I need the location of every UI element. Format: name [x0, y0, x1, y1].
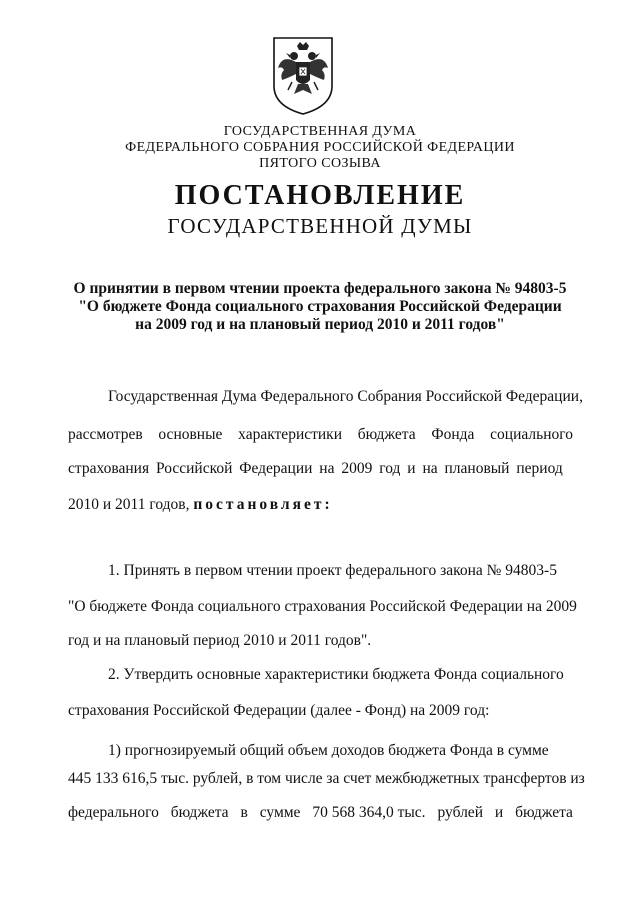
document-subtitle: ГОСУДАРСТВЕННОЙ ДУМЫ	[167, 214, 473, 238]
org-line-2: ФЕДЕРАЛЬНОГО СОБРАНИЯ РОССИЙСКОЙ ФЕДЕРАЦИИ	[125, 140, 515, 155]
subject-line-3: на 2009 год и на плановый период 2010 и 2011 годов"	[135, 316, 505, 333]
item2-1-word: и	[494, 804, 504, 821]
intro-line-1: Государственная Дума Федерального Собрания Российской Федерации,	[108, 388, 583, 405]
item2-1-line-1: 1) прогнозируемый общий объем доходов бюджета Фонда в сумме	[108, 742, 549, 759]
item2-1-line-3	[68, 804, 573, 822]
org-line-3: ПЯТОГО СОЗЫВА	[259, 156, 381, 171]
intro-word: основные	[158, 426, 223, 443]
item2-1-word: бюджета	[515, 804, 573, 821]
item1-line-2: "О бюджете Фонда социального страхования Российской Федерации на 2009	[68, 598, 577, 615]
intro-word: социального	[490, 426, 573, 443]
item2-line-1: 2. Утвердить основные характеристики бюджета Фонда социального	[108, 666, 564, 683]
document-title: ПОСТАНОВЛЕНИЕ	[174, 180, 466, 211]
intro-line-4	[68, 496, 573, 514]
intro-line-4-start: 2010 и 2011 годов,	[68, 496, 190, 513]
intro-word: Фонда	[431, 426, 475, 443]
document-subject	[0, 280, 640, 334]
item2-1-word: рублей	[437, 804, 483, 821]
item2-1-word: 70 568 364,0 тыс.	[312, 804, 426, 821]
intro-word: бюджета	[357, 426, 416, 443]
decision-keyword: постановляет:	[193, 496, 333, 513]
item2-1-word: бюджета	[170, 804, 229, 821]
intro-word: рассмотрев	[68, 426, 143, 443]
subject-line-1: О принятии в первом чтении проекта федерального закона № 94803-5	[73, 280, 567, 297]
organization-name	[0, 124, 640, 172]
item2-1-word: в	[240, 804, 248, 821]
item2-1-line-2: 445 133 616,5 тыс. рублей, в том числе за счет межбюджетных трансфертов из	[68, 770, 585, 787]
item2-line-2: страхования Российской Федерации (далее - Фонд) на 2009 год:	[68, 702, 490, 719]
org-line-1: ГОСУДАРСТВЕННАЯ ДУМА	[223, 124, 417, 139]
item1-line-3: год и на плановый период 2010 и 2011 годов".	[68, 632, 372, 649]
subject-line-2: "О бюджете Фонда социального страхования Российской Федерации	[78, 298, 562, 315]
coat-of-arms-emblem	[270, 34, 336, 116]
intro-line-3: страхования Российской Федерации на 2009 год и на плановый период	[68, 460, 563, 477]
intro-word: характеристики	[238, 426, 343, 443]
item2-1-word: федерального	[68, 804, 159, 821]
item2-1-word: сумме	[259, 804, 301, 821]
item1-line-1: 1. Принять в первом чтении проект федерального закона № 94803-5	[108, 562, 557, 579]
intro-line-2	[68, 426, 573, 444]
